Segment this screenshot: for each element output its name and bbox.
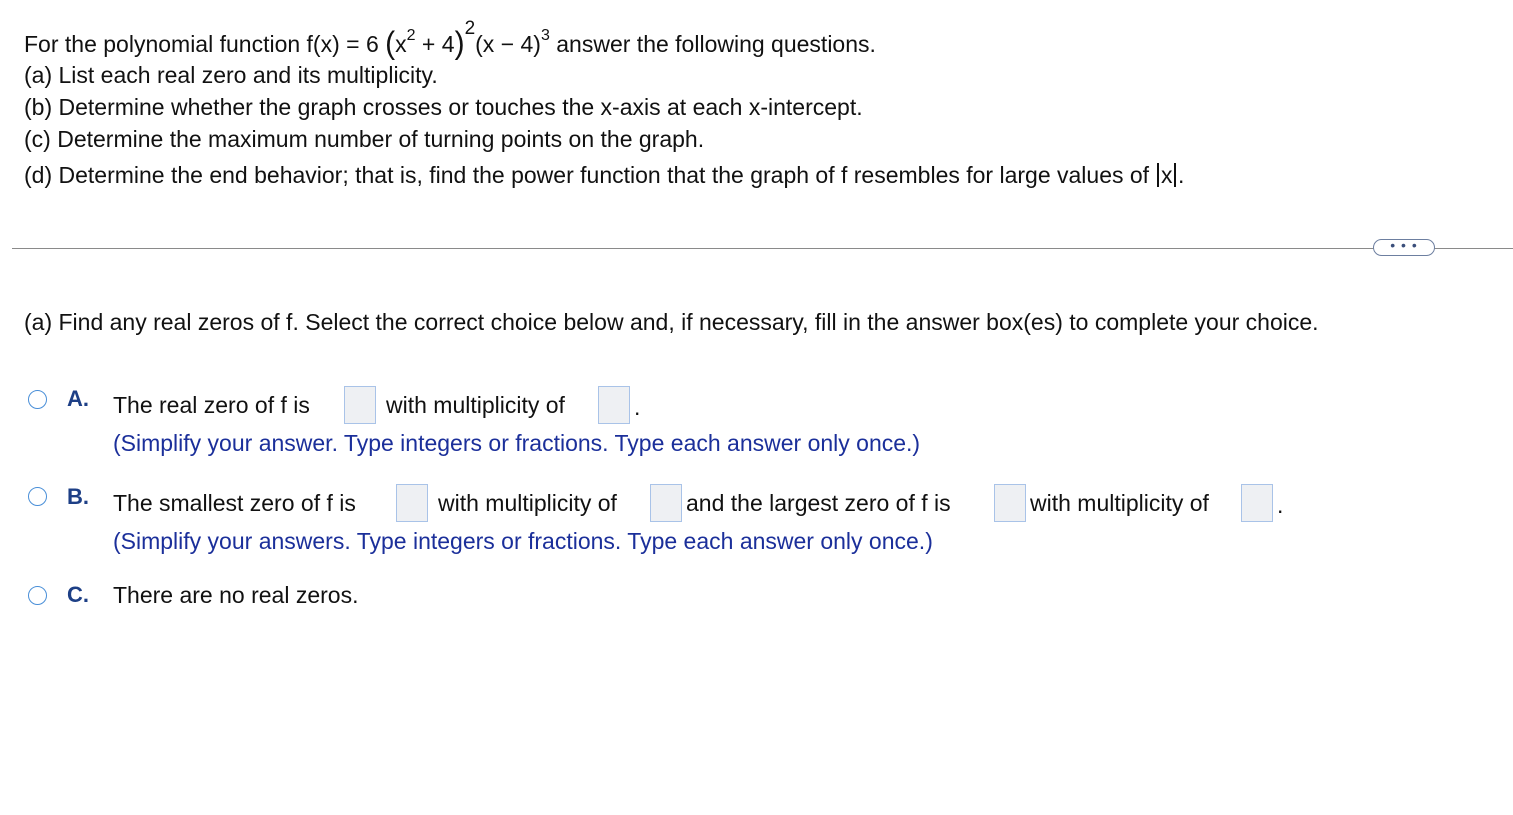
question-intro-suffix: answer the following questions. bbox=[549, 31, 876, 57]
choice-a-text-1: The real zero of f is bbox=[113, 392, 310, 418]
choice-a-text-2: with multiplicity of bbox=[386, 392, 565, 418]
choice-a-zero-input[interactable] bbox=[344, 386, 376, 424]
abs-bar-left bbox=[1157, 163, 1159, 187]
choice-b-hint: (Simplify your answers. Type integers or fractions. Type each answer only once.) bbox=[113, 528, 933, 554]
question-part-d-var: x bbox=[1160, 162, 1173, 188]
factor1-exponent: 2 bbox=[464, 18, 476, 39]
choice-b-period: . bbox=[1277, 492, 1284, 518]
question-intro-prefix: For the polynomial function f(x) = 6 bbox=[24, 31, 379, 57]
choice-a-multiplicity-input[interactable] bbox=[598, 386, 630, 424]
choice-a-letter: A. bbox=[67, 386, 89, 411]
question-part-b: (b) Determine whether the graph crosses or touches the x-axis at each x-intercept. bbox=[24, 94, 863, 120]
factor1-rest: + 4 bbox=[415, 31, 455, 57]
section-divider bbox=[12, 248, 1513, 249]
choice-b-text-3: and the largest zero of f is bbox=[686, 490, 951, 516]
factor1-inner-exponent: 2 bbox=[406, 27, 416, 44]
choice-a-period: . bbox=[634, 394, 641, 420]
factor1-base: x bbox=[395, 31, 407, 57]
choice-a-radio[interactable] bbox=[28, 390, 47, 409]
factor1-open-paren: ( bbox=[385, 26, 396, 61]
question-part-d-end: . bbox=[1177, 162, 1185, 188]
choice-b-letter: B. bbox=[67, 484, 89, 509]
factor1-close-paren: ) bbox=[454, 26, 465, 61]
question-intro bbox=[24, 18, 876, 61]
choice-a-hint: (Simplify your answer. Type integers or fractions. Type each answer only once.) bbox=[113, 430, 921, 456]
choice-c-radio[interactable] bbox=[28, 586, 47, 605]
factor2-exponent: 3 bbox=[540, 27, 550, 44]
choice-b-text-4: with multiplicity of bbox=[1030, 490, 1209, 516]
choice-b-radio[interactable] bbox=[28, 487, 47, 506]
choice-b-smallest-multiplicity-input[interactable] bbox=[650, 484, 682, 522]
question-part-a: (a) List each real zero and its multiplicity. bbox=[24, 62, 438, 88]
choice-b-text-2: with multiplicity of bbox=[438, 490, 617, 516]
question-part-c: (c) Determine the maximum number of turning points on the graph. bbox=[24, 126, 705, 152]
abs-bar-right bbox=[1174, 163, 1176, 187]
choice-c-letter: C. bbox=[67, 582, 89, 607]
choice-b-text-1: The smallest zero of f is bbox=[113, 490, 356, 516]
choice-b-largest-zero-input[interactable] bbox=[994, 484, 1026, 522]
question-part-d bbox=[24, 161, 1184, 189]
choice-b-smallest-zero-input[interactable] bbox=[396, 484, 428, 522]
more-options-button[interactable]: • • • bbox=[1373, 239, 1435, 256]
choice-b-largest-multiplicity-input[interactable] bbox=[1241, 484, 1273, 522]
part-a-instruction: (a) Find any real zeros of f. Select the correct choice below and, if necessary, fill in the answer box(es) to complete your choice. bbox=[24, 309, 1319, 335]
question-part-d-text: (d) Determine the end behavior; that is, find the power function that the graph of f resembles for large values of bbox=[24, 162, 1156, 188]
choice-c-text: There are no real zeros. bbox=[113, 582, 359, 608]
factor2: (x − 4) bbox=[475, 31, 541, 57]
